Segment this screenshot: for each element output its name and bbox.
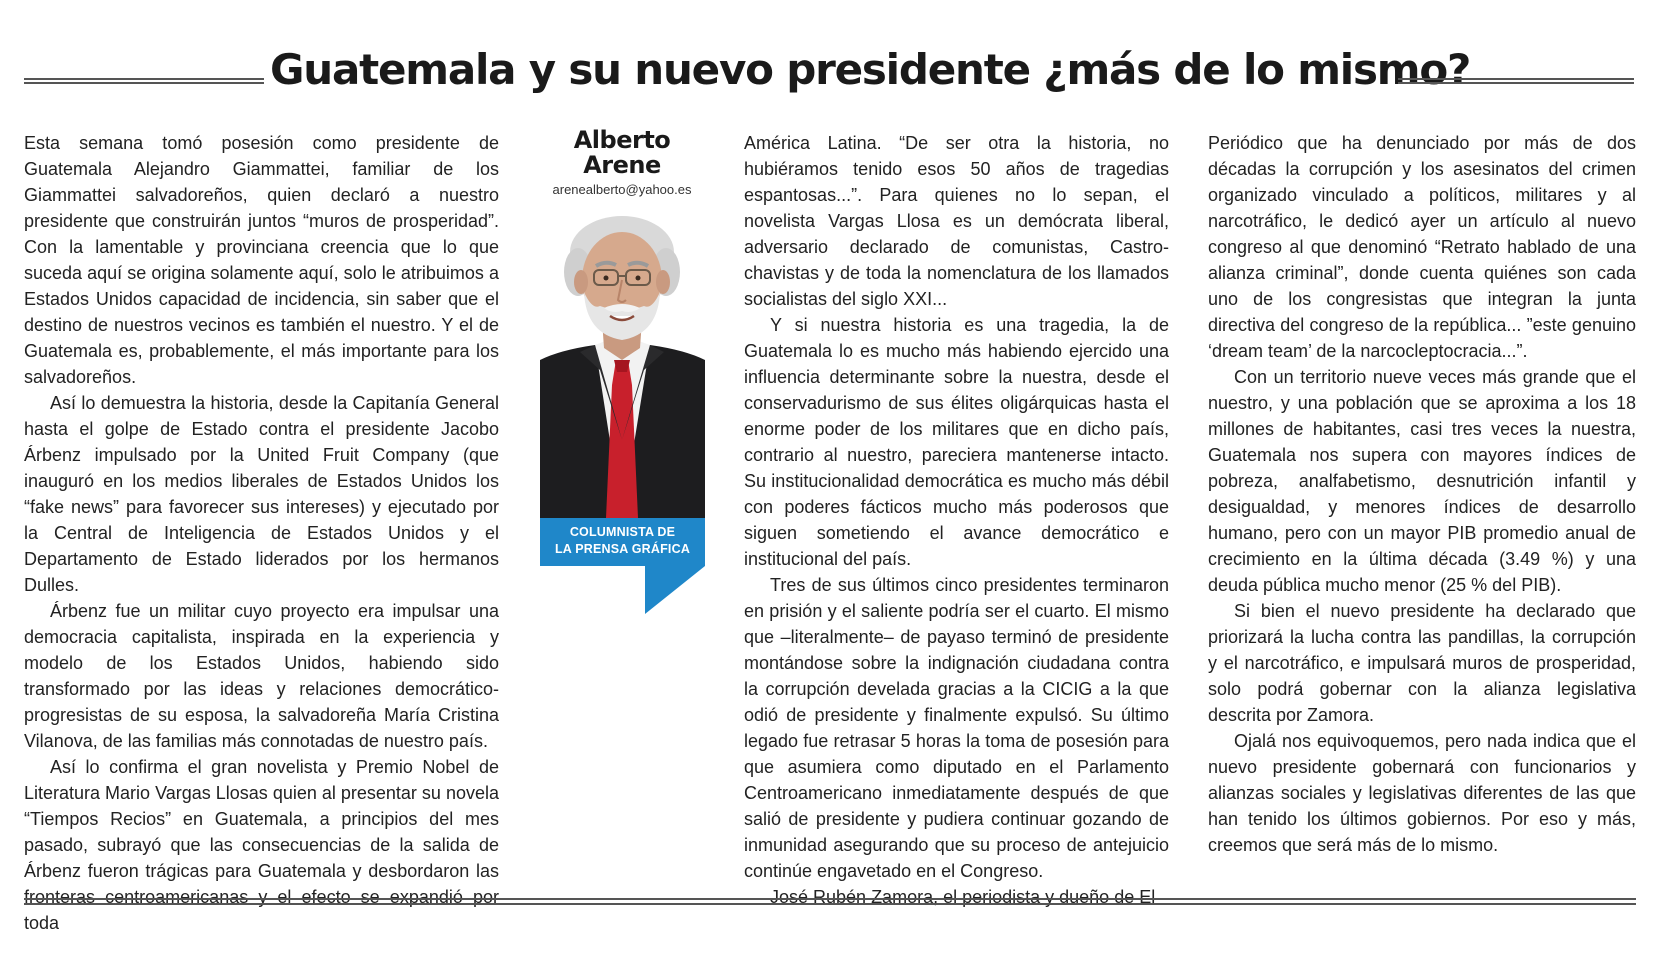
article-paragraph: Tres de sus últimos cinco presidentes terminaron en prisión y el saliente podría ser el cuarto. El mismo que –literalmente– de payaso terminó de presidente montándose sobre la indignación ciudadana contra la corrupción develada gracias a la CICIG a la que odió de presidente y finalmente expulsó. Su último legado fue retrasar 5 horas la toma de posesión para que asumiera como diputado en el Parlamento Centroamericano inmediatamente después de que salió de presidente y pudiera continuar gozando de inmunidad asegurando que su proceso de antejuicio continúe engavetado en el Congreso. bbox=[744, 575, 1169, 881]
author-last-name: Arene bbox=[583, 151, 661, 179]
author-byline bbox=[540, 128, 704, 197]
badge-arrow-icon bbox=[645, 566, 705, 614]
author-email: arenealberto@yahoo.es bbox=[552, 182, 692, 197]
article-paragraph: Árbenz fue un militar cuyo proyecto era impulsar una democracia capitalista, inspirada en la experiencia y modelo de los Estados Unidos, habiendo sido transformado por las ideas y relaciones democrático-progresistas de su esposa, la salvadoreña María Cristina Vilanova, de las familias más connotadas de nuestro país. bbox=[24, 601, 499, 751]
author-portrait bbox=[540, 210, 705, 518]
article-paragraph: Y si nuestra historia es una tragedia, la de Guatemala lo es mucho más habiendo ejercido una influencia determinante sobre la nuestra, desde el conservadurismo de sus élites oligárquicas hasta el enorme poder de los militares que en dicho país, contrario al nuestro, pareciera mantenerse intacto. Su institucionalidad democrática es mucho más débil con poderes fácticos mucho más poderosos que siguen sometiendo el avance democrático e institucional del país. bbox=[744, 315, 1169, 569]
article-column-1 bbox=[24, 130, 499, 936]
headline: Guatemala y su nuevo presidente ¿más de lo mismo? bbox=[270, 45, 1471, 94]
footer-rule bbox=[24, 898, 1636, 905]
headline-rule-right bbox=[1398, 78, 1634, 84]
article-paragraph: Así lo demuestra la historia, desde la Capitanía General hasta el golpe de Estado contra el presidente Jacobo Árbenz impulsado por la United Fruit Company (que inauguró en los medios liberales de Estados Unidos los “fake news” para favorecer sus intereses) y ejecutado por la Central de Inteligencia de Estados Unidos y el Departamento de Estado liderados por los hermanos Dulles. bbox=[24, 393, 499, 595]
article-column-3 bbox=[1208, 130, 1636, 858]
columnist-badge bbox=[540, 518, 705, 566]
article-paragraph: Ojalá nos equivoquemos, pero nada indica que el nuevo presidente gobernará con funcionarios y alianzas sociales y legislativas diferentes de las que han tenido los últimos gobiernos. Por eso y más, creemos que será más de lo mismo. bbox=[1208, 731, 1636, 855]
article-paragraph: Periódico que ha denunciado por más de dos décadas la corrupción y los asesinatos del crimen organizado vinculado a políticos, militares y al narcotráfico, le dedicó ayer un artículo al nuevo congreso al que denominó “Retrato hablado de una alianza criminal”, donde cuenta quiénes son cada uno de los congresistas que integran la junta directiva del congreso de la república... ”este genuino ‘dream team’ de la narcocleptocracia...”. bbox=[1208, 133, 1636, 361]
article-paragraph: Así lo confirma el gran novelista y Premio Nobel de Literatura Mario Vargas Llosas quien al presentar su novela “Tiempos Recios” en Guatemala, a principios del mes pasado, subrayó que las consecuencias de la salida de Árbenz fueron trágicas para Guatemala y desbordaron las fronteras centroamericanas y el efecto se expandió por toda bbox=[24, 757, 499, 933]
badge-line-2: LA PRENSA GRÁFICA bbox=[554, 542, 691, 556]
article-paragraph: Con un territorio nueve veces más grande que el nuestro, y una población que se aproxima a los 18 millones de habitantes, casi tres veces la nuestra, Guatemala nos supera con mayores índices de pobreza, analfabetismo, desnutrición infantil y desigualdad, y menores índices de desarrollo humano, pero con un mayor PIB promedio anual de crecimiento en la última década (3.49 %) y una deuda pública mucho menor (25 % del PIB). bbox=[1208, 367, 1636, 595]
article-paragraph: Si bien el nuevo presidente ha declarado que priorizará la lucha contra las pandillas, la corrupción y el narcotráfico, e impulsará muros de prosperidad, solo podrá gobernar con la alianza legislativa descrita por Zamora. bbox=[1208, 601, 1636, 725]
article-column-2 bbox=[744, 130, 1169, 910]
headline-rule-left bbox=[24, 78, 264, 84]
article-paragraph: América Latina. “De ser otra la historia, no hubiéramos tenido esos 50 años de tragedias espantosas...”. Para quienes no lo sepan, el novelista Vargas Llosa es un demócrata liberal, adversario declarado de comunistas, Castro-chavistas y de toda la nomenclatura de los llamados socialistas del siglo XXI... bbox=[744, 133, 1169, 309]
article-paragraph: José Rubén Zamora, el periodista y dueño de El bbox=[770, 887, 1156, 907]
author-first-name: Alberto bbox=[573, 126, 671, 154]
article-paragraph: Esta semana tomó posesión como presidente de Guatemala Alejandro Giammattei, familiar de los Giammattei salvadoreños, quien declaró a nuestro presidente que construirán juntos “muros de prosperidad”. Con la lamentable y provinciana creencia que lo que suceda aquí se origina solamente aquí, solo le atribuimos a Estados Unidos capacidad de incidencia, sin saber que el destino de nuestros vecinos es también el nuestro. Y el de Guatemala es, probablemente, el más importante para los salvadoreños. bbox=[24, 133, 499, 387]
badge-line-1: COLUMNISTA DE bbox=[569, 525, 676, 539]
